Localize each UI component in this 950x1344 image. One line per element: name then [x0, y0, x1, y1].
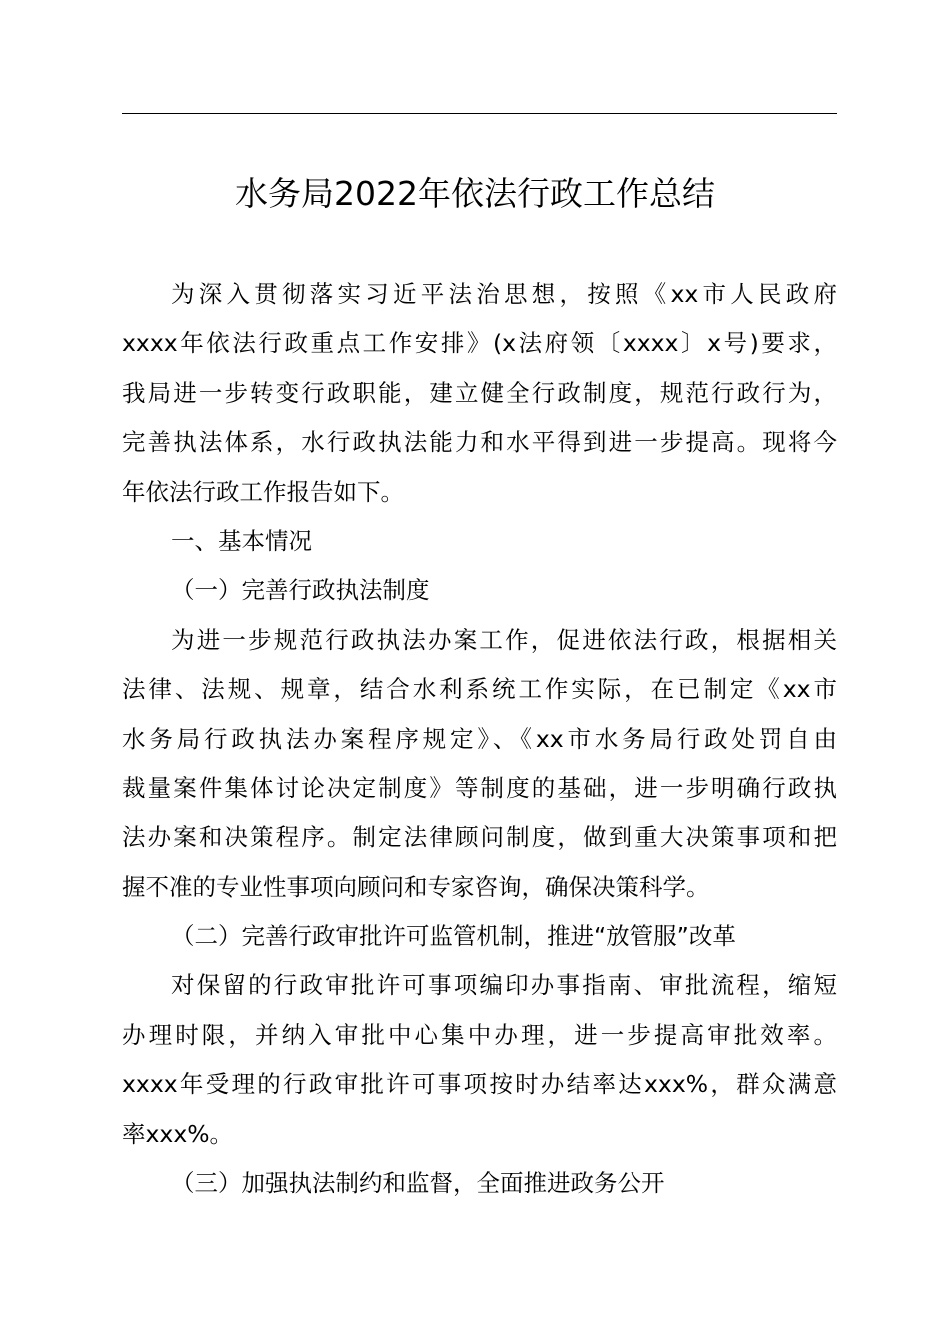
body-line: 我局进一步转变行政职能，建立健全行政制度，规范行政行为，: [122, 378, 837, 407]
body-line: （三）加强执法制约和监督，全面推进政务公开: [171, 1169, 665, 1198]
document-title: 水务局2022年依法行政工作总结: [235, 174, 715, 213]
body-line: 年依法行政工作报告如下。: [122, 477, 404, 506]
body-line: 办理时限，并纳入审批中心集中办理，进一步提高审批效率。: [122, 1020, 837, 1049]
body-line: 法律、法规、规章，结合水利系统工作实际，在已制定《xx市: [122, 675, 837, 704]
body-line: 水务局行政执法办案程序规定》、《xx市水务局行政处罚自由: [122, 724, 837, 753]
body-line: 为进一步规范行政执法办案工作，促进依法行政，根据相关: [171, 625, 837, 654]
body-line: 率xxx%。: [122, 1119, 234, 1148]
body-line: xxxx年依法行政重点工作安排》(x法府领〔xxxx〕x号)要求，: [122, 329, 837, 358]
body-line: 一、基本情况: [171, 526, 312, 555]
body-line: （二）完善行政审批许可监管机制，推进“放管服”改革: [171, 922, 736, 951]
body-line: （一）完善行政执法制度: [171, 576, 430, 605]
body-line: 握不准的专业性事项向顾问和专家咨询，确保决策科学。: [122, 872, 710, 901]
body-line: xxxx年受理的行政审批许可事项按时办结率达xxx%，群众满意: [122, 1070, 837, 1099]
body-line: 法办案和决策程序。制定法律顾问制度，做到重大决策事项和把: [122, 823, 837, 852]
header-rule: [122, 113, 837, 114]
body-line: 为深入贯彻落实习近平法治思想，按照《xx市人民政府: [171, 280, 837, 308]
body-line: 对保留的行政审批许可事项编印办事指南、审批流程，缩短: [171, 971, 837, 1000]
body-line: 完善执法体系，水行政执法能力和水平得到进一步提高。现将今: [122, 428, 837, 457]
document-body: [122, 270, 837, 1208]
body-line: 裁量案件集体讨论决定制度》等制度的基础，进一步明确行政执: [122, 773, 837, 802]
